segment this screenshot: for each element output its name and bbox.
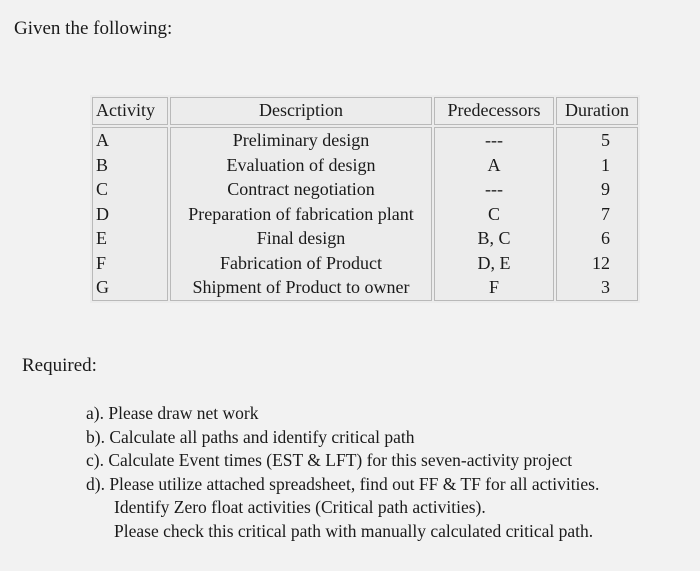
task-d-continuation: Please check this critical path with manually calculated critical path.: [114, 520, 594, 541]
predecessors-cell: ---: [485, 130, 503, 150]
activity-cell: G: [96, 277, 109, 297]
task-item: a). Please draw net work: [86, 403, 259, 423]
activity-cell: F: [96, 252, 107, 273]
description-cell: Preliminary design: [232, 130, 370, 150]
duration-cell: 12: [592, 252, 610, 273]
activity-cell: A: [96, 130, 109, 150]
predecessors-cell: C: [487, 203, 500, 224]
task-d-continuation: Identify Zero float activities (Critical path activities).: [114, 497, 486, 517]
table-body-row: [92, 127, 638, 301]
duration-cell: 1: [601, 154, 610, 175]
activity-cell: D: [96, 203, 109, 224]
header-predecessors: Predecessors: [434, 97, 554, 125]
header-duration: Duration: [556, 97, 638, 125]
duration-cell: 6: [601, 228, 610, 248]
activity-cell: C: [96, 179, 109, 199]
header-description: Description: [170, 97, 432, 125]
predecessors-cell: B, C: [477, 228, 511, 248]
predecessors-column: [434, 127, 554, 301]
task-item: c). Calculate Event times (EST & LFT) for this seven-activity project: [86, 450, 573, 470]
page-heading: Given the following:: [14, 18, 173, 39]
duration-cell: 7: [601, 203, 610, 224]
duration-cell: 5: [601, 130, 610, 150]
description-cell: Fabrication of Product: [220, 252, 382, 273]
activity-table: [90, 95, 640, 303]
duration-cell: 3: [601, 277, 610, 297]
activity-table-wrapper: [90, 95, 640, 303]
table-header-row: [92, 97, 638, 125]
description-column: [170, 127, 432, 301]
task-item: d). Please utilize attached spreadsheet, find out FF & TF for all activities.: [86, 473, 600, 494]
activity-cell: B: [96, 154, 109, 175]
description-cell: Preparation of fabrication plant: [188, 203, 414, 224]
description-cell: Shipment of Product to owner: [192, 277, 410, 297]
description-cell: Evaluation of design: [226, 154, 376, 175]
predecessors-cell: D, E: [477, 252, 511, 273]
predecessors-cell: ---: [485, 179, 503, 199]
activity-column: [92, 127, 168, 301]
task-list: [86, 402, 599, 543]
predecessors-cell: A: [487, 154, 501, 175]
activity-cell: E: [96, 228, 107, 248]
header-activity: Activity: [92, 97, 168, 125]
duration-column: [556, 127, 638, 301]
description-cell: Final design: [256, 228, 346, 248]
description-cell: Contract negotiation: [227, 179, 375, 199]
duration-cell: 9: [601, 179, 610, 199]
task-item: b). Calculate all paths and identify critical path: [86, 426, 415, 447]
predecessors-cell: F: [488, 277, 499, 297]
required-label: Required:: [22, 355, 97, 376]
